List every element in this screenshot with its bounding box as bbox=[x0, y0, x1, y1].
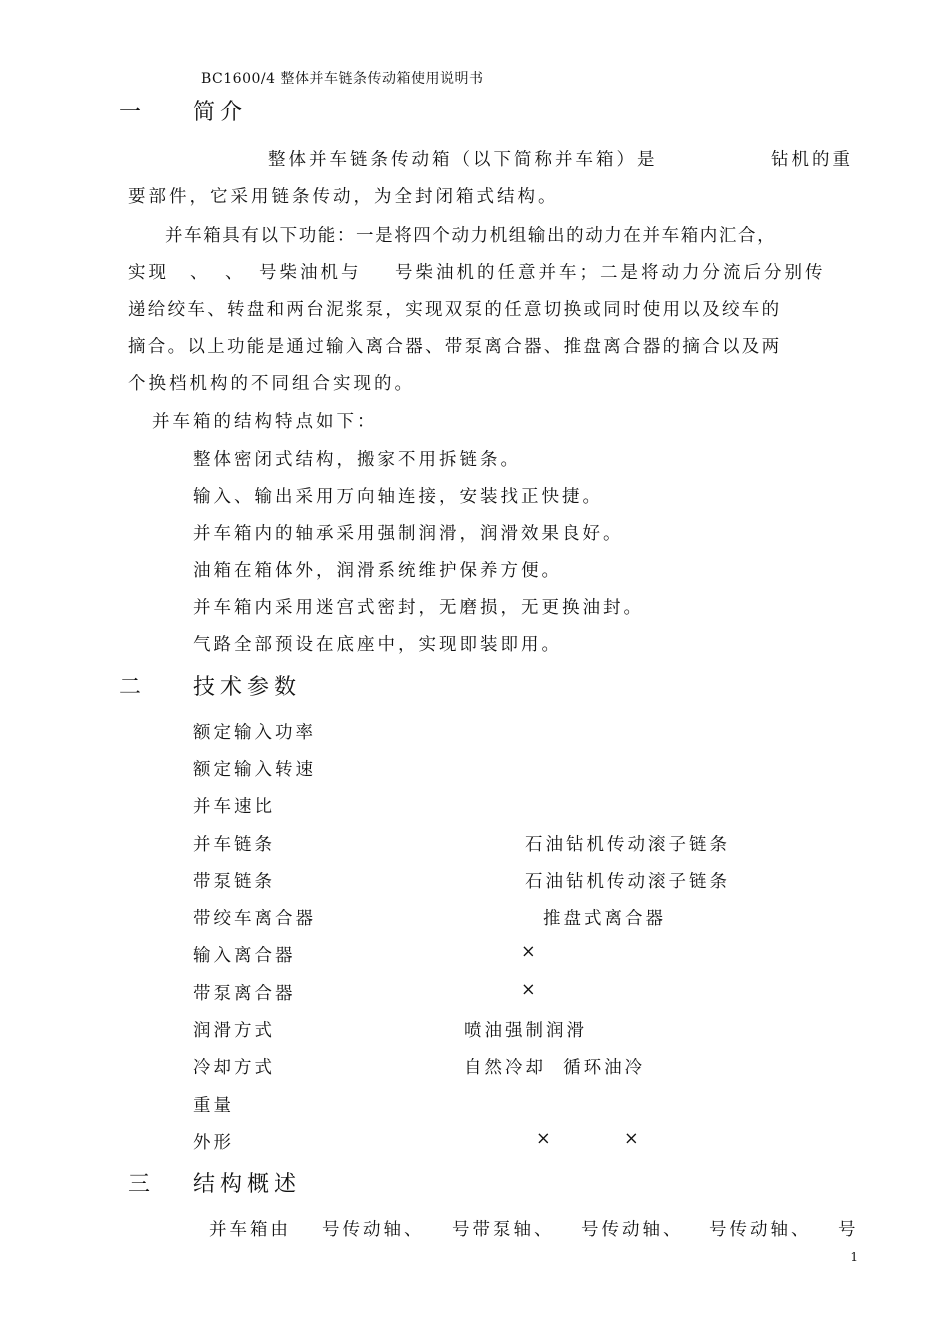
param-value: 石油钻机传动滚子链条 bbox=[525, 835, 730, 855]
param-value: × bbox=[521, 942, 539, 962]
param-label: 润滑方式 bbox=[193, 1021, 275, 1041]
running-header: BC1600/4 整体并车链条传动箱使用说明书 bbox=[201, 71, 484, 87]
param-label: 重量 bbox=[193, 1096, 234, 1116]
structure-text: 号 bbox=[838, 1220, 859, 1240]
function-line-1: 并车箱具有以下功能：一是将四个动力机组输出的动力在并车箱内汇合， bbox=[165, 226, 777, 246]
param-value: 推盘式离合器 bbox=[543, 909, 666, 929]
param-value: × bbox=[624, 1129, 642, 1149]
structure-text: 号传动轴、 bbox=[709, 1220, 812, 1240]
feature-item: 输入、输出采用万向轴连接，安装找正快捷。 bbox=[193, 487, 603, 507]
param-label: 并车链条 bbox=[193, 835, 275, 855]
section-1-title: 简介 bbox=[193, 100, 248, 125]
section-2-number: 二 bbox=[119, 675, 142, 700]
param-label: 冷却方式 bbox=[193, 1058, 275, 1078]
intro-line-2: 要部件，它采用链条传动，为全封闭箱式结构。 bbox=[128, 187, 559, 207]
param-value: 自然冷却 循环油冷 bbox=[464, 1058, 646, 1078]
intro-line-1a: 整体并车链条传动箱（以下简称并车箱）是 bbox=[268, 150, 658, 170]
feature-item: 油箱在箱体外，润滑系统维护保养方便。 bbox=[193, 561, 562, 581]
intro-line-1b: 钻机的重 bbox=[771, 150, 853, 170]
structure-text: 号传动轴、 bbox=[581, 1220, 684, 1240]
feature-item: 整体密闭式结构，搬家不用拆链条。 bbox=[193, 450, 521, 470]
param-value: 石油钻机传动滚子链条 bbox=[525, 872, 730, 892]
structure-text: 并车箱由 bbox=[209, 1220, 291, 1240]
function-line-2e: 号柴油机的任意并车；二是将动力分流后分别传 bbox=[395, 263, 826, 283]
param-label: 额定输入功率 bbox=[193, 723, 316, 743]
section-2-title: 技术参数 bbox=[193, 675, 302, 700]
structure-text: 号传动轴、 bbox=[322, 1220, 425, 1240]
features-title: 并车箱的结构特点如下： bbox=[152, 412, 378, 432]
param-label: 额定输入转速 bbox=[193, 760, 316, 780]
structure-text: 号带泵轴、 bbox=[452, 1220, 555, 1240]
function-line-2a: 实现 bbox=[128, 263, 169, 283]
section-3-number: 三 bbox=[128, 1172, 151, 1197]
section-3-title: 结构概述 bbox=[193, 1172, 302, 1197]
function-line-4: 摘合。以上功能是通过输入离合器、带泵离合器、推盘离合器的摘合以及两 bbox=[128, 337, 782, 357]
param-label: 带绞车离合器 bbox=[193, 909, 316, 929]
section-1-number: 一 bbox=[119, 100, 142, 125]
param-value: × bbox=[536, 1129, 554, 1149]
function-line-2c: 、 bbox=[225, 263, 246, 283]
page-number: 1 bbox=[850, 1250, 858, 1264]
feature-item: 气路全部预设在底座中，实现即装即用。 bbox=[193, 635, 562, 655]
function-line-3: 递给绞车、转盘和两台泥浆泵，实现双泵的任意切换或同时使用以及绞车的 bbox=[128, 300, 782, 320]
param-label: 带泵离合器 bbox=[193, 984, 296, 1004]
function-line-5: 个换档机构的不同组合实现的。 bbox=[128, 374, 415, 394]
function-line-2d: 号柴油机与 bbox=[259, 263, 362, 283]
param-value: 喷油强制润滑 bbox=[464, 1021, 587, 1041]
feature-item: 并车箱内的轴承采用强制润滑，润滑效果良好。 bbox=[193, 524, 624, 544]
param-value: × bbox=[521, 980, 539, 1000]
feature-item: 并车箱内采用迷宫式密封，无磨损，无更换油封。 bbox=[193, 598, 644, 618]
param-label: 带泵链条 bbox=[193, 872, 275, 892]
function-line-2b: 、 bbox=[190, 263, 211, 283]
param-label: 输入离合器 bbox=[193, 946, 296, 966]
param-label: 并车速比 bbox=[193, 797, 275, 817]
param-label: 外形 bbox=[193, 1133, 234, 1153]
